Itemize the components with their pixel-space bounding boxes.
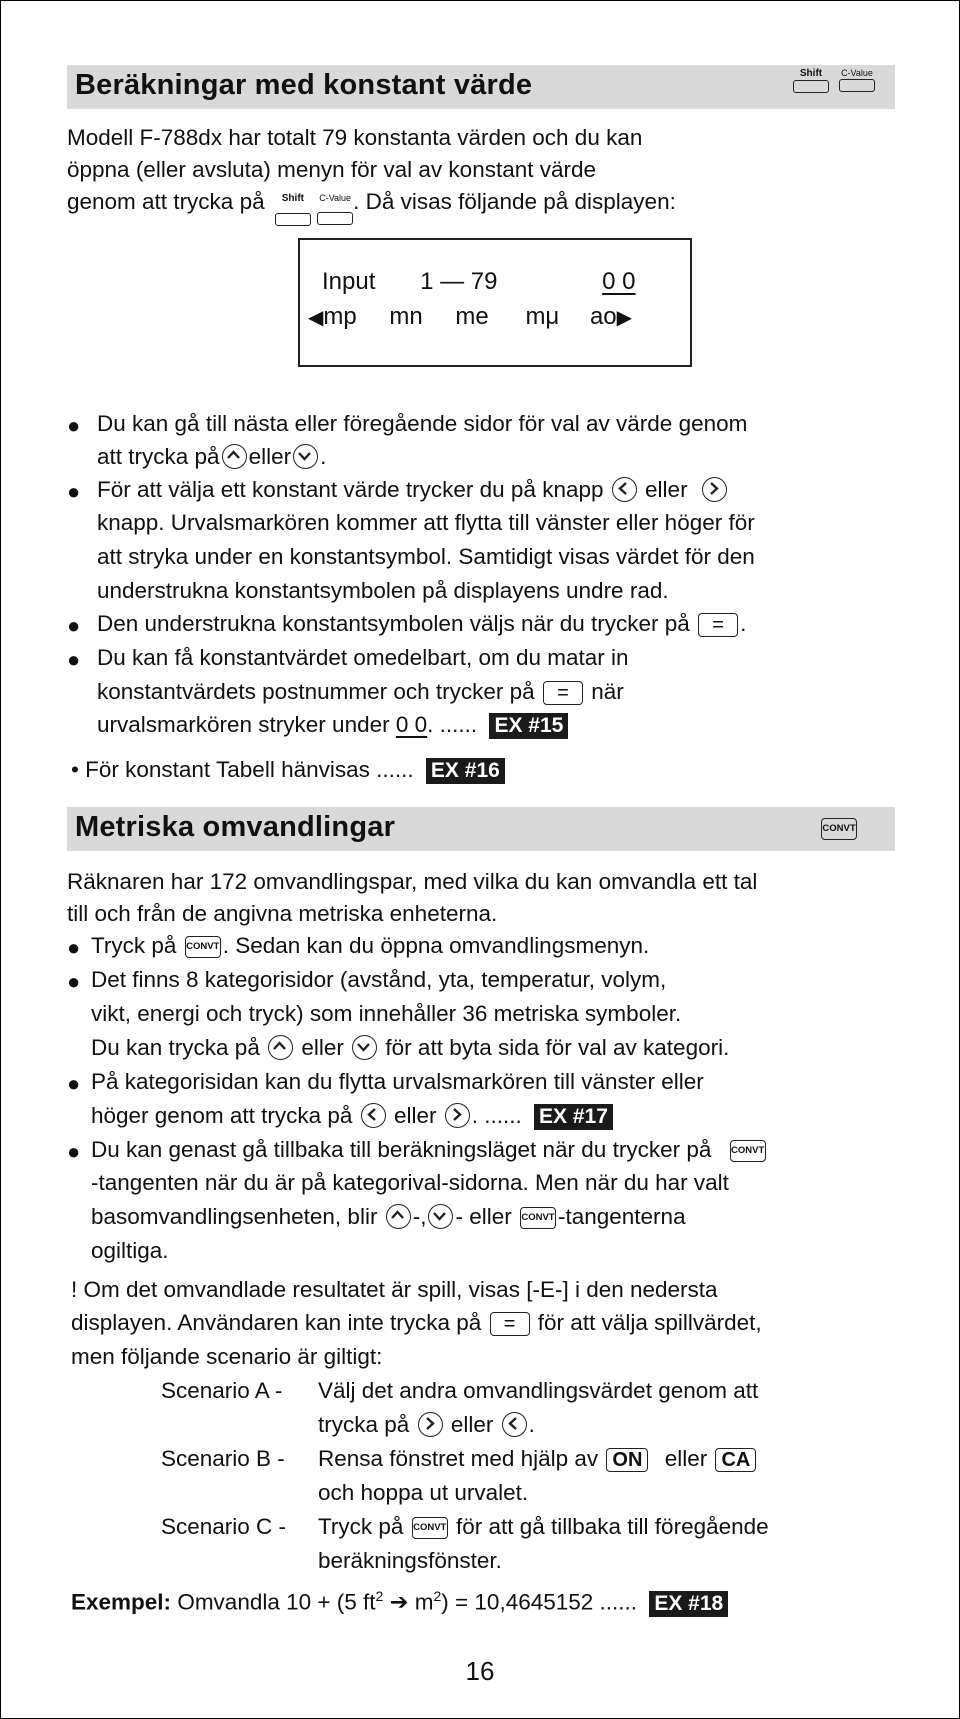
- cvalue-key-icon: [839, 68, 875, 92]
- metric-bullet-2-line-3: [91, 1035, 729, 1062]
- text: Den understrukna konstantsymbolen väljs när du trycker på: [97, 611, 690, 636]
- text: ......: [376, 757, 414, 782]
- cvalue-key-label: C-Value: [319, 193, 352, 203]
- text: Tryck på: [91, 933, 177, 958]
- text: att trycka på: [97, 444, 220, 469]
- left-arrow-icon: ◀: [308, 307, 324, 329]
- metric-bullet-3-line-2: [91, 1103, 613, 1130]
- right-arrow-key-icon: [445, 1103, 470, 1128]
- down-arrow-key-icon: [428, 1204, 453, 1229]
- text: höger genom att trycka på: [91, 1103, 353, 1128]
- down-arrow-key-icon: [352, 1035, 377, 1060]
- bullet-icon: ●: [67, 479, 81, 504]
- text: Du kan genast gå tillbaka till beräkningsläget när du trycker på: [91, 1137, 712, 1162]
- bullet-icon: ●: [67, 1139, 81, 1164]
- text: konstantvärdets postnummer och trycker på: [97, 679, 535, 704]
- bullet-3: [97, 611, 746, 637]
- example-badge-18: EX #18: [649, 1591, 728, 1617]
- symbol-mn: mn: [389, 303, 423, 330]
- cvalue-key-label: C-Value: [841, 68, 873, 78]
- bullet-4-line-3: [97, 712, 568, 739]
- scenario-c-line-2: beräkningsfönster.: [318, 1548, 502, 1573]
- metric-bullet-2-line-1: Det finns 8 kategorisidor (avstånd, yta, temperatur, volym,: [91, 967, 667, 992]
- bullet-4-line-2: [97, 679, 624, 705]
- bullet-2-line-4: understrukna konstantsymbolen på displayens undre rad.: [97, 578, 669, 603]
- display-row-1: [322, 268, 636, 296]
- bullet-icon: ●: [67, 935, 81, 960]
- example-badge-16: EX #16: [426, 758, 505, 784]
- convt-key-icon: CONVT: [412, 1517, 448, 1539]
- text: -tangenterna: [557, 1204, 686, 1229]
- bullet-icon: ●: [67, 413, 81, 438]
- equals-key-icon: =: [543, 681, 583, 705]
- text: . Sedan kan du öppna omvandlingsmenyn.: [222, 933, 650, 958]
- bullet-2-line-1: [97, 477, 729, 504]
- intro-line-1: Modell F-788dx har totalt 79 konstanta värden och du kan: [67, 125, 643, 150]
- note-line-2: [71, 1310, 762, 1336]
- text: eller: [248, 444, 292, 469]
- text: .: [320, 444, 327, 469]
- equals-key-icon: =: [698, 613, 738, 637]
- intro-line-2: öppna (eller avsluta) menyn för val av konstant värde: [67, 157, 597, 182]
- bullet-icon: ●: [67, 969, 81, 994]
- text: eller: [645, 477, 688, 502]
- text: basomvandlingsenheten, blir: [91, 1204, 378, 1229]
- text: Omvandla 10 + (5 ft: [177, 1589, 376, 1615]
- equals-key-icon: =: [490, 1312, 530, 1336]
- text: Tryck på: [318, 1514, 404, 1539]
- shift-key-icon: [793, 68, 829, 93]
- text: Du kan trycka på: [91, 1035, 260, 1060]
- scenario-b-line-1: [318, 1446, 758, 1472]
- bullet-icon: ●: [67, 1071, 81, 1096]
- table-reference: [71, 757, 505, 784]
- text: för att välja spillvärdet,: [537, 1310, 762, 1335]
- shift-key-icon: [275, 186, 311, 226]
- metric-bullet-4-line-3: [91, 1204, 686, 1231]
- symbol-ao: ao: [589, 303, 617, 330]
- convt-key-icon: CONVT: [520, 1207, 556, 1229]
- metric-bullet-2-line-2: vikt, energi och tryck) som innehåller 36 metriska symboler.: [91, 1001, 682, 1026]
- superscript: 2: [433, 1588, 442, 1604]
- symbol-me: me: [455, 303, 489, 330]
- display-input-label: Input: [322, 268, 376, 295]
- convt-key-icon: CONVT: [821, 818, 857, 840]
- text: m: [414, 1589, 434, 1615]
- example-badge-17: EX #17: [534, 1104, 613, 1130]
- page-number: 16: [465, 1656, 495, 1686]
- convt-key-icon: CONVT: [730, 1140, 766, 1162]
- right-arrow-key-icon: [418, 1412, 443, 1437]
- shift-key-label: Shift: [799, 68, 823, 79]
- calculator-display: [298, 238, 692, 367]
- section-header-metric: [67, 807, 895, 851]
- cvalue-key-icon: [317, 185, 353, 225]
- text: eller: [393, 1103, 437, 1128]
- left-arrow-key-icon: [361, 1103, 386, 1128]
- metric-bullet-4-line-4: ogiltiga.: [91, 1238, 169, 1263]
- text: eller: [664, 1446, 708, 1471]
- scenario-a-line-1: Välj det andra omvandlingsvärdet genom att: [318, 1378, 759, 1403]
- text: när: [591, 679, 624, 704]
- example-label: Exempel:: [71, 1589, 172, 1615]
- text: .: [740, 611, 747, 636]
- bullet-icon: ●: [67, 613, 81, 638]
- note-line-1: ! Om det omvandlade resultatet är spill, visas [-E-] i den nedersta: [71, 1277, 718, 1302]
- example-badge-15: EX #15: [489, 713, 568, 739]
- right-arrow-icon: ▶: [616, 307, 633, 329]
- display-row-2: [308, 303, 632, 331]
- bullet-4-line-1: Du kan få konstantvärdet omedelbart, om du matar in: [97, 645, 629, 670]
- bullet-icon: ●: [67, 647, 81, 672]
- bullet-2-line-2: knapp. Urvalsmarkören kommer att flytta till vänster eller höger för: [97, 510, 755, 535]
- up-arrow-key-icon: [222, 444, 247, 469]
- metric-bullet-4-line-2: -tangenten när du är på kategorival-sidorna. Men när du har valt: [91, 1170, 729, 1195]
- section-title: Metriska omvandlingar: [75, 811, 396, 843]
- up-arrow-key-icon: [386, 1204, 411, 1229]
- scenario-a-label: Scenario A -: [161, 1378, 283, 1403]
- symbol-mu: mμ: [525, 303, 560, 330]
- right-arrow-key-icon: [702, 477, 727, 502]
- scenario-c-line-1: [318, 1514, 769, 1540]
- down-arrow-key-icon: [293, 444, 318, 469]
- left-arrow-key-icon: [612, 477, 637, 502]
- text: för att byta sida för val av kategori.: [385, 1035, 730, 1060]
- display-range: 1 — 79: [420, 268, 498, 295]
- text: eller: [450, 1412, 494, 1437]
- text: -,: [412, 1204, 427, 1229]
- section-header-constants: [67, 65, 895, 109]
- metric-intro-line-2: till och från de angivna metriska enheterna.: [67, 901, 498, 926]
- text: För att välja ett konstant värde trycker du på knapp: [97, 477, 604, 502]
- metric-bullet-4-line-1: [91, 1137, 768, 1163]
- text: Rensa fönstret med hjälp av: [318, 1446, 599, 1471]
- shift-key-label: Shift: [281, 193, 304, 204]
- on-key-icon: ON: [606, 1448, 648, 1472]
- text: • För konstant Tabell hänvisas: [71, 757, 370, 782]
- scenario-b-label: Scenario B -: [161, 1446, 285, 1471]
- text: för att gå tillbaka till föregående: [455, 1514, 769, 1539]
- text: urvalsmarkören stryker under: [97, 712, 390, 737]
- text: trycka på: [318, 1412, 410, 1437]
- intro-line-3: [67, 189, 676, 234]
- underlined-value: 0 0: [395, 712, 428, 737]
- example-line: [71, 1583, 728, 1617]
- text: - eller: [455, 1204, 512, 1229]
- text: eller: [301, 1035, 344, 1060]
- bullet-2-line-3: att stryka under en konstantsymbol. Samtidigt visas värdet för den: [97, 544, 755, 569]
- text: displayen. Användaren kan inte trycka på: [71, 1310, 482, 1335]
- arrow-right-icon: ➔: [389, 1589, 409, 1615]
- convt-key-icon: CONVT: [185, 936, 221, 958]
- scenario-a-line-2: [318, 1412, 535, 1439]
- note-line-3: men följande scenario är giltigt:: [71, 1344, 383, 1369]
- section-title: Beräkningar med konstant värde: [75, 69, 533, 101]
- display-value: 0 0: [602, 268, 636, 295]
- ca-key-icon: CA: [715, 1448, 756, 1472]
- symbol-mp: mp: [323, 303, 357, 330]
- text: ) = 10,4645152 ......: [441, 1589, 638, 1615]
- bullet-1-line-2: [97, 444, 326, 471]
- text: . ......: [471, 1103, 522, 1128]
- metric-bullet-1: [91, 933, 649, 959]
- scenario-c-label: Scenario C -: [161, 1514, 287, 1539]
- superscript: 2: [375, 1588, 384, 1604]
- scenario-b-line-2: och hoppa ut urvalet.: [318, 1480, 529, 1505]
- intro-text-end: . Då visas följande på displayen:: [353, 189, 676, 214]
- text: . ......: [427, 712, 478, 737]
- bullet-1-line-1: Du kan gå till nästa eller föregående sidor för val av värde genom: [97, 411, 748, 436]
- intro-text: genom att trycka på: [67, 189, 265, 214]
- metric-intro-line-1: Räknaren har 172 omvandlingspar, med vilka du kan omvandla ett tal: [67, 869, 758, 894]
- text: .: [528, 1412, 535, 1437]
- left-arrow-key-icon: [502, 1412, 527, 1437]
- metric-bullet-3-line-1: På kategorisidan kan du flytta urvalsmarkören till vänster eller: [91, 1069, 704, 1094]
- up-arrow-key-icon: [268, 1035, 293, 1060]
